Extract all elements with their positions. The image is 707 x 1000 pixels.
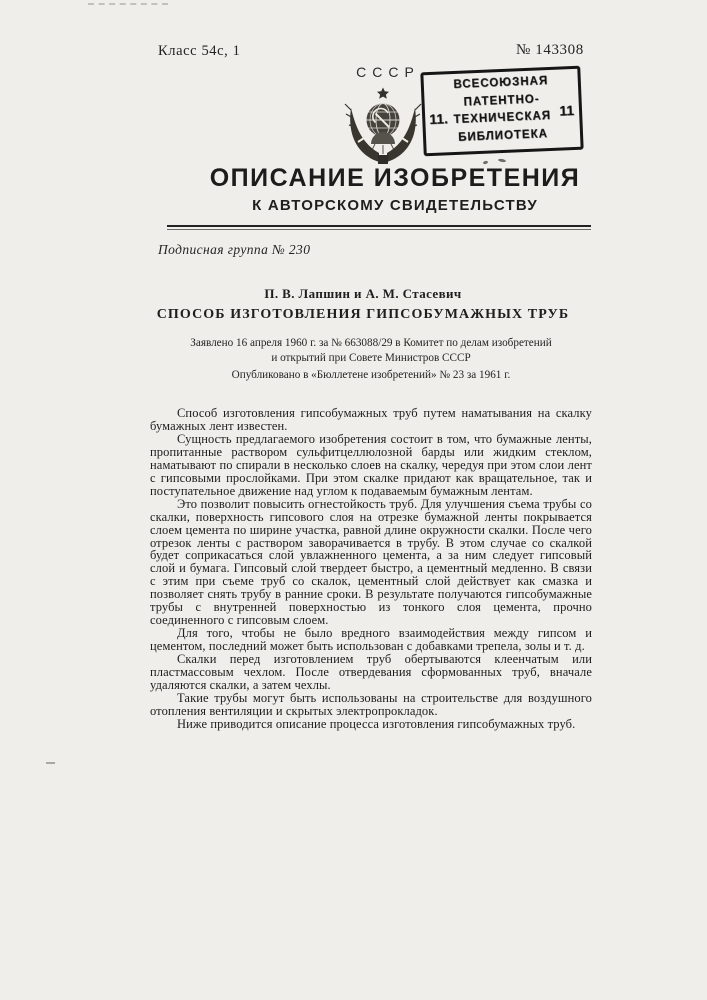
paragraph: Скалки перед изготовлением труб обертываются клеенчатым или пластмассовым чехлом. После отвердевания сформованных труб, вначале удаляются скалки, а затем чехлы. xyxy=(150,652,592,693)
paragraph: Это позволит повысить огнестойкость труб. Для улучшения съема трубы со скалки, поверхность гипсового слоя на отрезке бумажной ленты покрывается слоем цемента по ширине участка, равной длине окружности скалки. После чего отрезок ленты с раствором заворачивается в трубу. В этом случае со скалкой будет соприкасаться слой увлажненного цемента, а за ним следует гипсовый слой и бумага. Гипсовый слой твердеет быстро, а цементный медленно. В связи с этим при съеме труб со скалок, цементный слой действует как смазка и позволяет снять трубу в ранние сроки. В результате получаются гипсобумажные трубы с внутренней поверхностью из тонкого слоя цемента, прочно соединенного с гипсовым слоем. xyxy=(150,496,592,628)
filing-line-1: Заявлено 16 апреля 1960 г. за № 663088/29 в Комитет по делам изобретений xyxy=(190,337,552,349)
stamp-line: ТЕХНИЧЕСКАЯ xyxy=(453,109,552,127)
scan-artifact xyxy=(498,158,506,162)
paragraph: Для того, чтобы не было вредного взаимодействия между гипсом и цементом, последний может быть использован с добавками трепела, золы и т. д. xyxy=(150,626,592,654)
class-label: Класс 54с, 1 xyxy=(158,43,241,59)
horizontal-rule xyxy=(167,225,591,230)
subscription-group: Подписная группа № 230 xyxy=(158,242,311,257)
stamp-line: ПАТЕНТНО- xyxy=(463,92,540,109)
description-body xyxy=(150,407,592,731)
library-stamp xyxy=(420,66,583,157)
stamp-line: БИБЛИОТЕКА xyxy=(457,127,549,144)
stamp-text xyxy=(446,73,559,148)
country-label: СССР xyxy=(356,64,420,80)
scan-artifact xyxy=(46,762,55,764)
filing-info xyxy=(150,336,592,366)
stamp-left-mark: 11. xyxy=(428,110,449,128)
paragraph: Способ изготовления гипсобумажных труб путем наматывания на скалку бумажных лент известен. xyxy=(150,406,592,433)
paragraph: Ниже приводится описание процесса изготовления гипсобумажных труб. xyxy=(177,716,576,731)
paragraph: Сущность предлагаемого изобретения состоит в том, что бумажные ленты, пропитанные раствором сульфитцеллюлозной барды или жидким стеклом, наматывают по спирали в несколько слоев на скалку, чередуя при этом слои лент с гипсовыми прослойками. При этом скалке придают как вращательное, так и поступательное движение над углом к подаваемым бумажным лентам. xyxy=(150,431,592,498)
ussr-coat-of-arms-icon xyxy=(337,84,429,171)
paragraph: Такие трубы могут быть использованы на строительстве для воздушного отопления вентиляции и скрытых электропрокладок. xyxy=(150,690,592,718)
document-subtitle: К АВТОРСКОМУ СВИДЕТЕЛЬСТВУ xyxy=(252,197,538,214)
stamp-right-mark: 11 xyxy=(558,101,575,119)
scan-artifact xyxy=(88,3,168,5)
filing-line-2: и открытий при Совете Министров СССР xyxy=(271,352,471,364)
document-title: ОПИСАНИЕ ИЗОБРЕТЕНИЯ xyxy=(209,164,581,192)
document-number: № 143308 xyxy=(516,42,584,58)
stamp-line: ВСЕСОЮЗНАЯ xyxy=(453,75,549,92)
invention-title: СПОСОБ ИЗГОТОВЛЕНИЯ ГИПСОБУМАЖНЫХ ТРУБ xyxy=(156,307,570,322)
authors-line: П. В. Лапшин и А. М. Стасевич xyxy=(264,286,462,301)
publication-info: Опубликовано в «Бюллетене изобретений» № 23 за 1961 г. xyxy=(231,369,511,381)
